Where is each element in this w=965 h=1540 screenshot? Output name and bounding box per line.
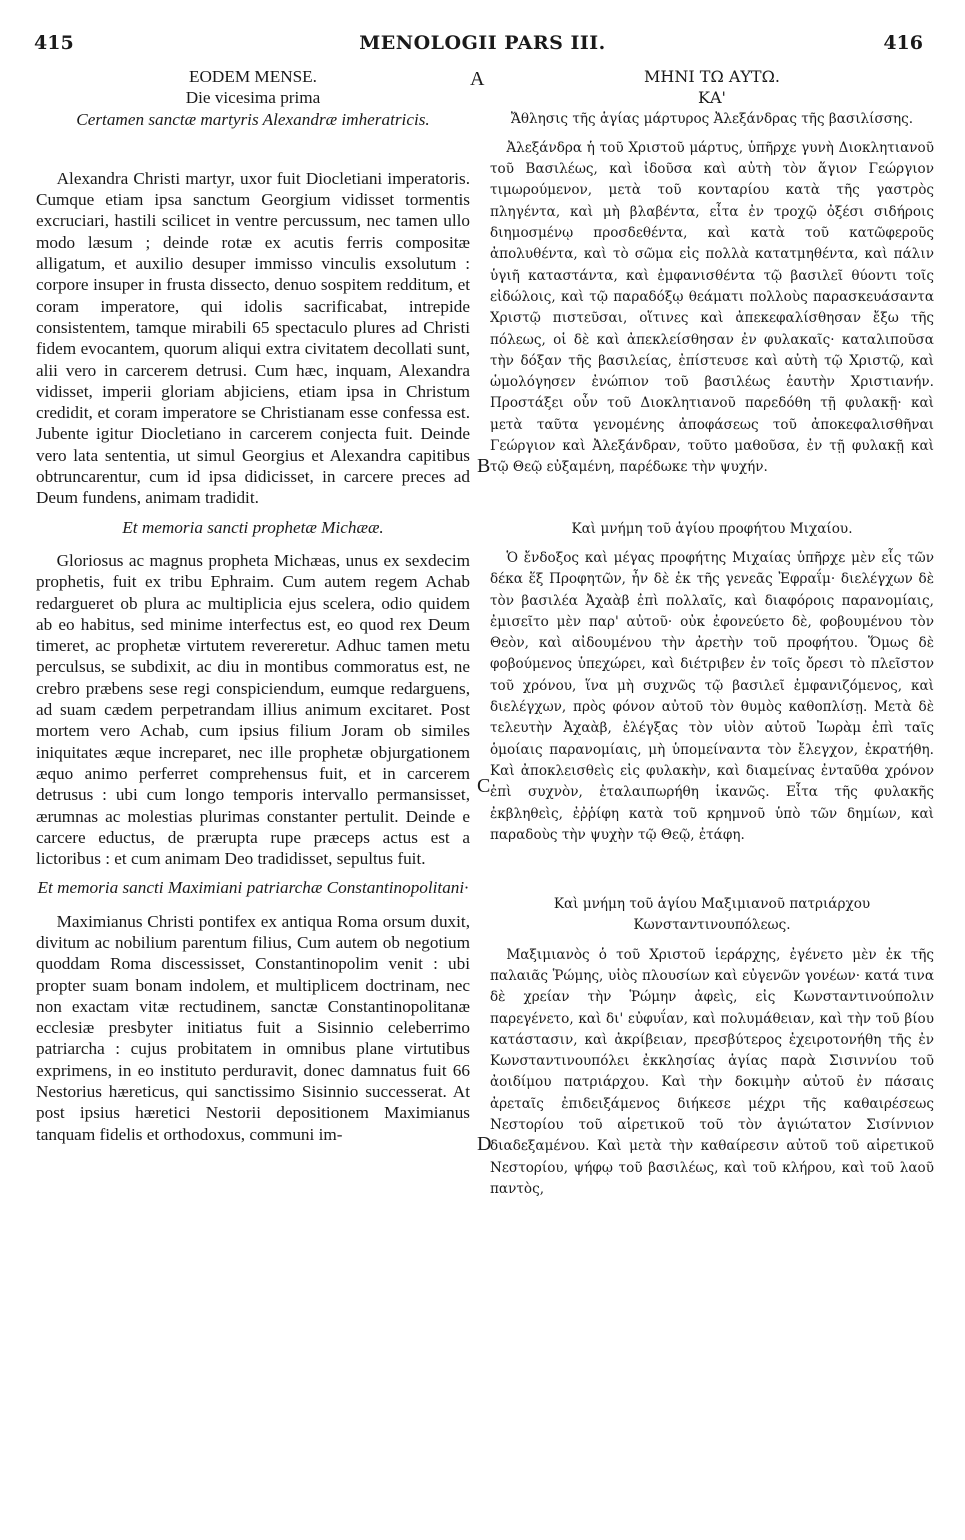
latin-column: [36, 66, 470, 1145]
greek-paragraph-michaeas: Ὁ ἔνδοξος καὶ μέγας προφήτης Μιχαίας ὑπῆρχε μὲν εἷς τῶν δέκα ἕξ Προφητῶν, ἦν δὲ ἐκ τῆς γενεᾶς Ἐφραΐμ· διελέγχων δὲ τὸν βασιλέα Ἀχαὰβ ἐπὶ πολλαῖς, καὶ διαφόροις παρανομίαις, ἐμισεῖτο μὲν παρ' αὐτοῦ· οὐκ ἐφονεύετο δὲ, φοβουμένου τὸν Θεὸν, καὶ αἰδουμένου τὴν ἀρετὴν τοῦ προφήτου. Ὅμως δὲ φοβούμενος ὑπεχώρει, καὶ διέτριβεν ἐν τοῖς ὄρεσι τὸ πλεῖστον τοῦ χρόνου, ἵνα μὴ συχνῶς τῷ βασιλεῖ ἐμφανιζόμενος, καὶ διελέγχων, πρὸς φόνον αὐτοῦ τὸν θυμὸς καθοπλίσῃ. Μετὰ δὲ τελευτὴν Ἀχαὰβ, ἐλέγξας τὸν υἱὸν αὐτοῦ Ἰωρὰμ ἐπὶ ταῖς ὁμοίαις παρανομίαις, μὴ ὑπομείναντα τὸν ἔλεγχον, ἐκρατήθη. Καὶ ἀποκλεισθεὶς εἰς φυλακὴν, καὶ διαμείνας ἐνταῦθα χρόνον ἐπὶ συχνὸν, ἐταλαιπωρήθη ἱκανῶς. Εἶτα τῆς φυλακῆς ἐκβληθεὶς, ἐῤῥίφη κατὰ τοῦ κρημνοῦ ὑπὸ τῶν δημίων, καὶ παραδοὺς τὴν ψυχὴν τῷ Θεῷ, ἐτάφη.: [490, 549, 934, 843]
latin-paragraph-maximianus: Maximianus Christi pontifex ex antiqua Roma orsum duxit, divitum ac nobilium parentum filius, Cum autem ob negotium quoddam Roma discessisset, Constantinopolim venit : ubi propter suam bonam indolem, et multiplicem doctrinam, nec non exactam vitæ rectudinem, sanctæ Constantinopolitanæ ecclesiæ presbyter initiatus fuit a Sisinnio celeberrimo patriarcha : cujus probitatem in omnibus plane virtutibus exprimens, in eo instituto perduravit, donec damnatus fuit 66 Nestorius hæreticus, qui sanctissimo Sisinnio successerat. At post ipsius hæretici Nestorii depositionem Maximianus tanquam fidelis et orthodoxus, communi im-: [36, 911, 470, 1144]
greek-paragraph-maximianus: Μαξιμιανὸς ὁ τοῦ Χριστοῦ ἱεράρχης, ἐγένετο μὲν ἐκ τῆς παλαιᾶς Ῥώμης, υἱὸς πλουσίων καὶ εὐγενῶν γονέων· κατά τινα δὲ χρείαν τὴν Ῥώμην ἀφεὶς, εἰς Κωνσταντινούπολιν παρεγένετο, καὶ δι' εὐφυΐαν, καὶ πολυμάθειαν, καὶ τὴν τοῦ βίου κατάστασιν, καὶ ἀκρίβειαν, πρεσβύτερος ἐχειροτονήθη τῆς ἐν Κωνσταντινουπόλει ἐκκλησίας ἁγίας παρὰ Σισιννίου τοῦ ἀοιδίμου πατριάρχου. Καὶ τὴν δοκιμὴν αὐτοῦ ἐν πάσαις ἀρεταῖς ἐπιδειξάμενος διήκεσε μέχρι τῆς καθαιρέσεως Νεστορίου τοῦ αἱρετικοῦ τοῦ τὸν ἁγιώτατον Σισίννιον διαδεξαμένου. Καὶ μετὰ τὴν καθαίρεσιν αὐτοῦ τοῦ αἱρετικοῦ Νεστορίου, ψήφῳ τοῦ βασιλέως, καὶ τοῦ κλήρου, καὶ τοῦ λαοῦ παντὸς,: [490, 946, 934, 1197]
margin-letter-d: D: [477, 1133, 492, 1155]
right-page-number: 416: [883, 32, 923, 54]
margin-letter-c: C: [477, 775, 491, 797]
greek-section-title-michaeas: Καὶ μνήμη τοῦ ἁγίου προφήτου Μιχαίου.: [571, 520, 853, 537]
latin-paragraph-alexandra: Alexandra Christi martyr, uxor fuit Diocletiani imperatoris. Cumque etiam ipsa sanctum Georgium vidisset tormentis excruciari, hastili scilicet in ventre percussum, nec tamen ullo modo læsum ; deinde rotæ ex acutis ferris compositæ alligatum, et auxilio desuper immisso vinculis exsolutum : corpore insuper in frusta dissecto, denuo sospitem redditum, et coram imperatore, qui idolis sacrificabat, intrepide consistentem, tamque mirabili 65 spectaculo plures ad Christi fidem evocantem, quorum aliqui extra civitatem decollati sunt, alii vero in carcerem detrusi. Cum hæc, inquam, Alexandra vidisset, imperii gloriam abjiciens, etiam ipsa in Christum credidit, et coram imperatore se Christianam esse confessa est. Jubente igitur Diocletiano in carcerem conjecta fuit. Deinde vero lata sententia, ut simul Georgius et Alexandra capitibus obtruncarentur, cum id ipsa didicisset, in carcere preces ad Deum fundens, animam tradidit.: [36, 168, 470, 508]
running-title: MENOLOGII PARS III.: [359, 32, 606, 54]
left-page-number: 415: [34, 32, 74, 54]
greek-section-title-maximianus: Καὶ μνήμη τοῦ ἁγίου Μαξιμιανοῦ πατριάρχου Κωνσταντινουπόλεως.: [553, 896, 871, 934]
greek-paragraph-alexandra: Ἀλεξάνδρα ἡ τοῦ Χριστοῦ μάρτυς, ὑπῆρχε γυνὴ Διοκλητιανοῦ τοῦ Βασιλέως, καὶ ἰδοῦσα καὶ αὐτὴ τὸν ἅγιον Γεώργιον τιμωρούμενον, μετὰ τοῦ κονταρίου κατὰ τῆς γαστρὸς πληγέντα, καὶ μὴ βλαβέντα, εἶτα ἐν τροχῷ ὀξέσι σιδήροις διημοσμένῳ προσδεθέντα, καὶ κατὰ τοῦ κατῶφεροῦς ἀπολυθέντα, καὶ τὸ σῶμα εἰς πολλὰ κατατμηθέντα, καὶ πάλιν ὑγιῆ καταστάντα, καὶ ἐμφανισθέντα τῷ βασιλεῖ θύοντι τοῖς εἰδώλοις, καὶ τῷ παραδόξῳ θεάματι πολλοὺς παρασκευάσαντα Χριστῷ πιστεῦσαι, οἵτινες καὶ ἀπεκεφαλίσθησαν ἔξω τῆς πόλεως, οἱ δὲ καὶ ἀπεκλείσθησαν ἐν φυλακαῖς· καταλιποῦσα τὴν δόξαν τῆς βασιλείας, ἐπίστευσε καὶ αὐτὴ τῷ Χριστῷ, καὶ ὡμολόγησεν ἐνώπιον τοῦ βασιλέως ἑαυτὴν Χριστιανήν. Προστάξει οὖν τοῦ Διοκλητιανοῦ παρεδόθη τῇ φυλακῇ· καὶ μετὰ ταῦτα γενομένης ἀποφάσεως τοῦ ἀποκεφαλισθῆναι Γεώργιον καὶ Ἀλεξάνδραν, τοῦτο μαθοῦσα, ἐν τῇ φυλακῇ καὶ τῷ Θεῷ εὐξαμένη, παρέδωκε τὴν ψυχήν.: [490, 139, 934, 476]
margin-letter-b: B: [477, 455, 491, 477]
latin-section-title-alexandra: Certamen sanctæ martyris Alexandræ imheratricis.: [76, 109, 430, 129]
latin-day-heading: Die vicesima prima: [185, 88, 321, 108]
greek-section-title-alexandra: Ἄθλησις τῆς ἁγίας μάρτυρος Ἀλεξάνδρας τῆς βασιλίσσης.: [510, 110, 914, 127]
latin-section-title-maximianus: Et memoria sancti Maximiani patriarchæ Constantinopolitani·: [37, 878, 469, 898]
greek-column: [490, 66, 934, 1200]
latin-paragraph-michaeas: Gloriosus ac magnus propheta Michæas, unus ex sexdecim prophetis, fuit ex tribu Ephraim. Cum autem regem Achab redargueret ob plura ac multiplicia ejus scelera, odio quidem ab eo habitus, sed minime interfectus est, eo quod rex Deum timeret, ac prophetæ virtutem revereretur. Adhuc tamen metu perculsus, se subdixit, ac diu in montibus commoratus est, ne crebro præbens sese regi conspiciendum, eumque redarguens, ad suam cædem perpetrandam illius animum excitaret. Post mortem vero Achab, cum ipsius filium Joram ob similes iniquitates æque increparet, nec ille prophetæ objurgationem æquo animo perferret comprehensus fuit, et in carcerem detrusus : ubi cum longo temporis intervallo permansisset, ærumnas ac molestias plurimas constanter pertulit. Deinde e carcere eductus, de prærupta rupe præceps actus est a lictoribus : et cum animam Deo tradidisset, sepultus fuit.: [36, 550, 470, 869]
greek-day-heading: ΚΑ': [698, 88, 726, 108]
latin-section-title-michaeas: Et memoria sancti prophetæ Michææ.: [122, 517, 384, 537]
margin-letter-a: A: [470, 68, 485, 90]
latin-month-heading: EODEM MENSE.: [189, 67, 317, 86]
greek-month-heading: ΜΗΝΙ ΤΩ ΑΥΤΩ.: [644, 67, 780, 86]
